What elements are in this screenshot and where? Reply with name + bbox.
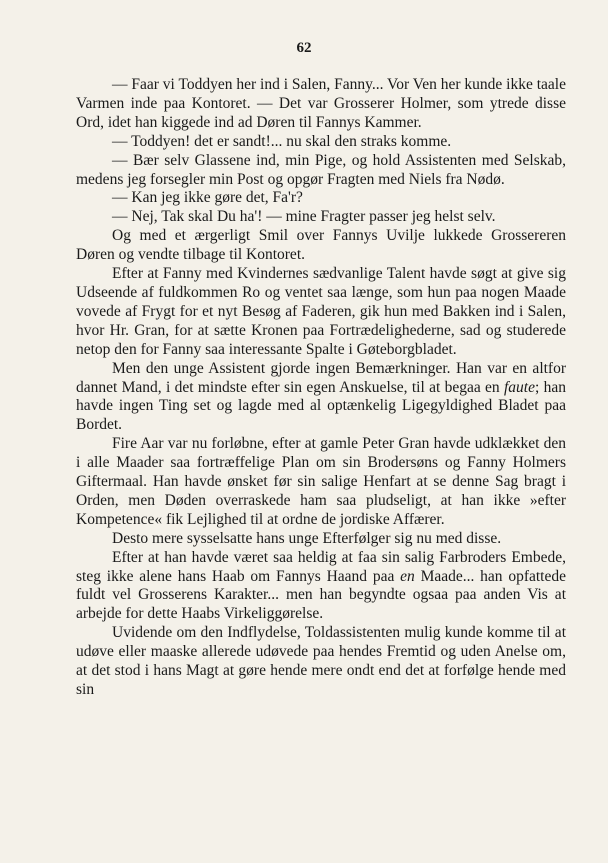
body-text — [76, 76, 566, 700]
paragraph: — Faar vi Toddyen her ind i Salen, Fanny... Vor Ven her kunde ikke taale Varmen inde paa Kontoret. — Det var Grosserer Holmer, som ytrede disse Ord, idet han kiggede ind ad Døren til Fannys Kammer. — [76, 76, 566, 131]
page-number: 62 — [296, 40, 312, 56]
paragraph: — Kan jeg ikke gøre det, Fa'r? — [112, 189, 303, 207]
paragraph: — Nej, Tak skal Du ha'! — mine Fragter passer jeg helst selv. — [112, 208, 496, 226]
paragraph: Og med et ærgerligt Smil over Fannys Uvilje lukkede Grossereren Døren og vendte tilbage til Kontoret. — [76, 227, 566, 264]
emphasized-word: faute — [504, 378, 535, 396]
paragraph: Fire Aar var nu forløbne, efter at gamle Peter Gran havde udklækket den i alle Maader saa fortræffelige Plan om sin Brodersøns og Fanny Holmers Giftermaal. Han havde ønsket før sin salige Henfart at se denne Sag bragt i Orden, men Døden overraskede ham saa pludseligt, at han ikke »efter Kompetence« fik Lejlighed til at ordne de jordiske Affærer. — [76, 435, 566, 528]
paragraph: — Toddyen! det er sandt!... nu skal den straks komme. — [112, 132, 452, 150]
paragraph: Efter at Fanny med Kvindernes sædvanlige Talent havde søgt at give sig Udseende af fuldkommen Ro og ventet saa længe, som hun paa nogen Maade vovede af Frygt for et nyt Besøg af Faderen, gik hun med Bakken ind i Salen, hvor Hr. Gran, for at sætte Kronen paa Fortrædelighederne, sad og studerede netop den for Fanny saa interessante Spalte i Gøteborgbladet. — [76, 265, 566, 358]
paragraph: Efter at han havde været saa heldig at faa sin salig Farbroders Embede, steg ikke alene hans Haab om Fannys Haand paa en Maade... han opfattede fuldt vel Grosserens Karakter... men han begyndte ogsaa paa anden Vis at arbejde for dette Haabs Virkeliggørelse. — [76, 548, 566, 623]
paragraph: Desto mere sysselsatte hans unge Efterfølger sig nu med disse. — [112, 529, 502, 547]
emphasized-word: en — [400, 567, 415, 585]
paragraph: Uvidende om den Indflydelse, Toldassistenten mulig kunde komme til at udøve eller maaske allerede udøvede paa hendes Fremtid og uden Anelse om, at det stod i hans Magt at gøre hende mere ondt end det at forfølge hende med sin — [76, 624, 566, 698]
paragraph: Men den unge Assistent gjorde ingen Bemærkninger. Han var en altfor dannet Mand, i det mindste efter sin egen Anskuelse, til at begaa en faute; han havde ingen Ting set og lagde med al optænkelig Ligegyldighed Bladet paa Bordet. — [76, 359, 567, 434]
paragraph: — Bær selv Glassene ind, min Pige, og hold Assistenten med Selskab, medens jeg forsegler min Post og opgør Fragten med Niels fra Nødø. — [76, 151, 566, 188]
